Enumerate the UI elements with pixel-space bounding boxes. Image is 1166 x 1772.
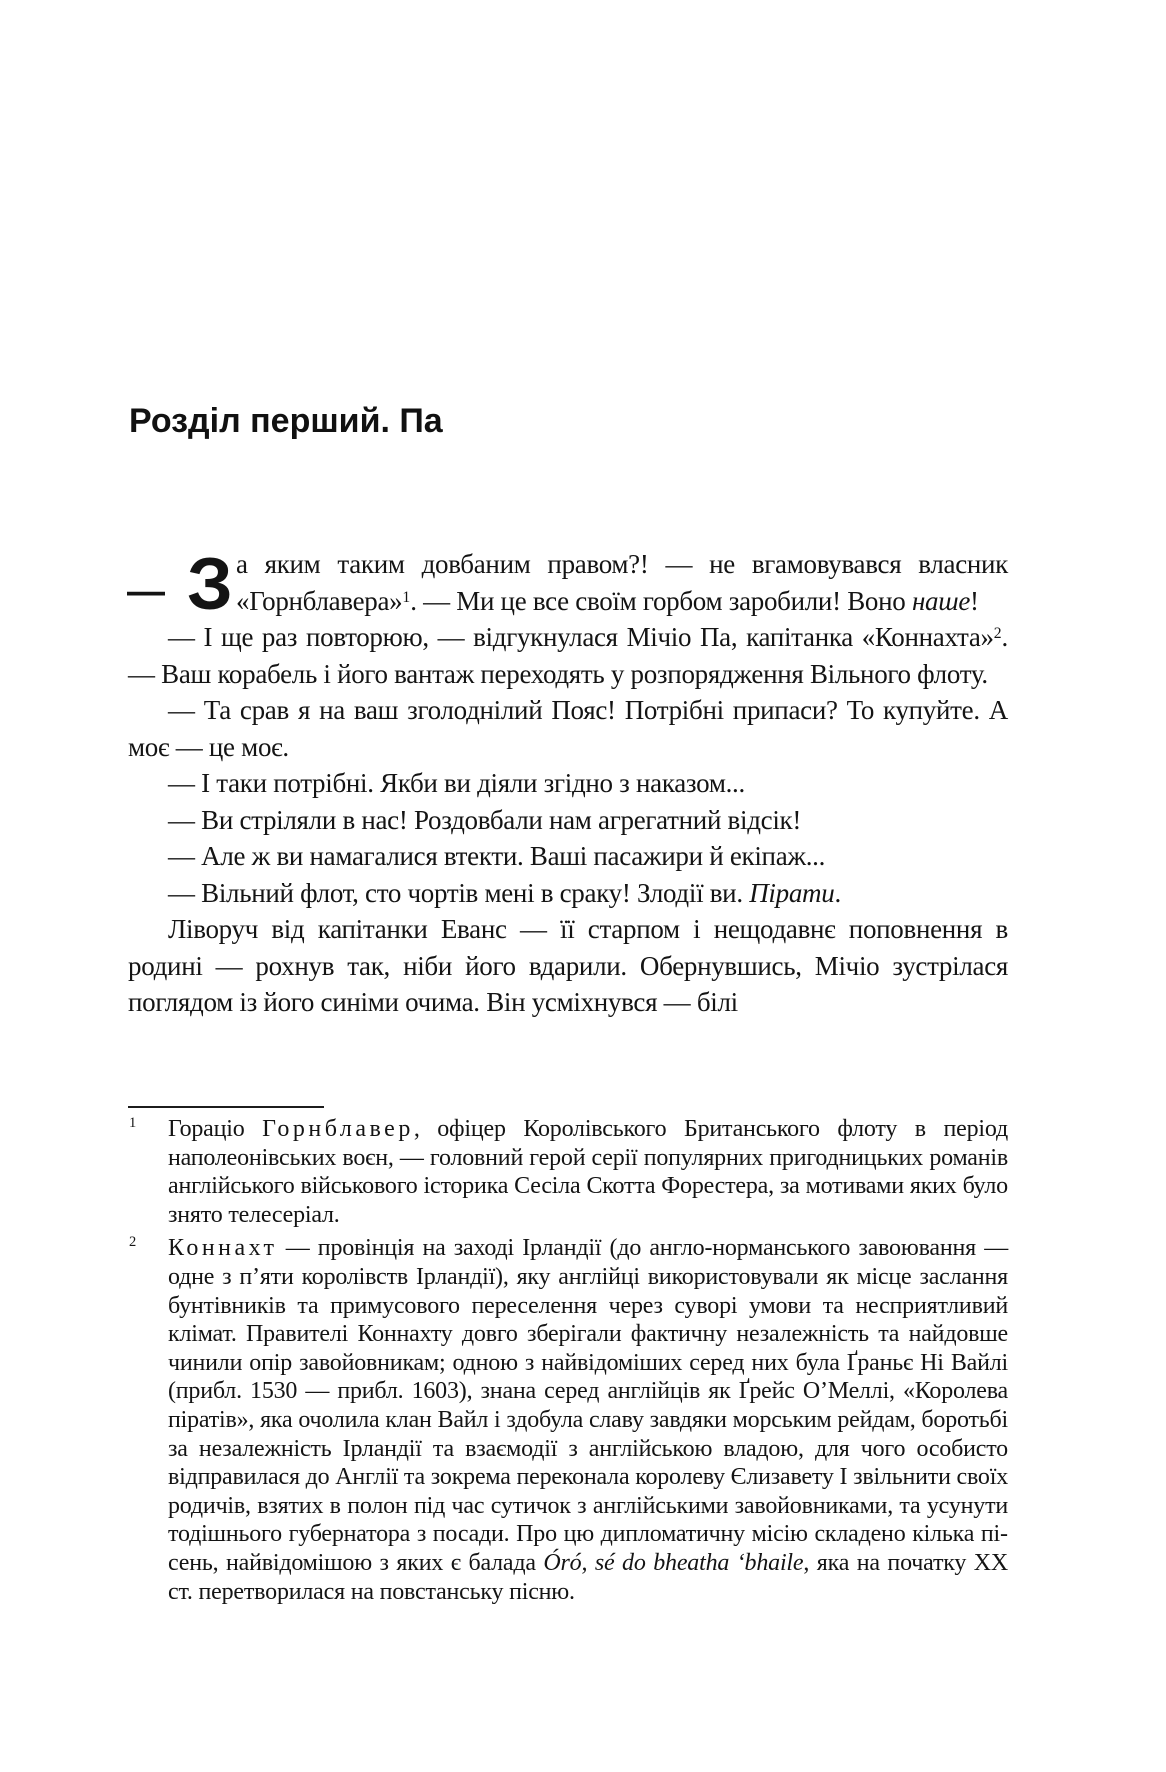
text-segment: . — Ми це все своїм горбом заробили! Воно bbox=[410, 585, 912, 616]
footnote bbox=[128, 1115, 1008, 1229]
text-segment: ! bbox=[970, 585, 979, 616]
paragraph bbox=[128, 911, 1008, 1021]
italic-text: наше bbox=[911, 585, 970, 616]
footnote-ref: 1 bbox=[402, 588, 411, 606]
paragraph bbox=[128, 692, 1008, 765]
text-segment: Гораціо bbox=[168, 1116, 263, 1142]
text-segment: — Ви стріляли в нас! Роздовбали нам агрегатний відсік! bbox=[168, 804, 802, 835]
text-segment: — Вільний флот, сто чортів мені в сраку! Злодії ви. bbox=[168, 877, 750, 908]
text-segment: — І ще раз повторюю, — відгукнулася Мічіо Па, капітанка «Коннахта» bbox=[168, 622, 994, 652]
body-text bbox=[128, 546, 1008, 1021]
paragraph bbox=[128, 765, 1008, 802]
italic-text: Óró, sé do bheatha ‘bhaile bbox=[543, 1549, 804, 1576]
text-segment: — Але ж ви намагалися втекти. Ваші пасажири й екіпаж... bbox=[168, 841, 826, 871]
letterspaced-text: Коннахт bbox=[168, 1235, 278, 1262]
italic-text: Пірати bbox=[749, 877, 835, 908]
footnotes bbox=[128, 1115, 1008, 1606]
chapter-title: Розділ перший. Па bbox=[129, 402, 443, 440]
text-segment: — провінція на заході Ірландії (до англо-норманського завоювання — одне з п’яти королівств Ірландії), яку англійці використовували як місце заслання бунтівників та примусового переселення через суворі умови та несприятливий клімат. Правителі Коннахту довго зберігали фактичну незалежність та найдовше чинили опір завойовникам; одною з найвідоміших серед них була Ґраньє Ні Вайлі (прибл. 1530 — прибл. 1603), знана серед англійців як Ґрейс О’Меллі, «Королева піратів», яка очолила клан Вайл і здобула славу завдяки морським рейдам, боротьбі за незалежність Ірландії та взаємодії з англійською владою, для чого особисто відправилася до Англії та зокрема переконала королеву Єлизавету I звільнити своїх родичів, взятих в полон під час сутичок з англійськими завойовниками, та усунути тодішнього губернатора з посади. Про цю дипломатичну місію складено кілька пісень, найвідомішою з яких є балада bbox=[168, 1235, 1008, 1576]
text-segment: — Та срав я на ваш зголоднілий Пояс! Потрібні припаси? То купуйте. А моє — це моє. bbox=[128, 695, 1008, 762]
paragraph bbox=[128, 802, 1008, 839]
text-segment: . bbox=[834, 877, 841, 908]
text-segment: Ліворуч від капітанки Еванс — її старпом і нещодавнє поповнення в родині — рохнув так, ніби його вдарили. Обернувшись, Мічіо зустрілася поглядом із його синіми очима. Він усміхнувся — білі bbox=[128, 914, 1008, 1017]
footnote-ref: 2 bbox=[993, 625, 1002, 643]
text-segment: — І таки потрібні. Якби ви діяли згідно з наказом... bbox=[168, 768, 745, 798]
text-segment: а яким таким довбаним правом?! — не вгамовувався власник «Горнблавера» bbox=[236, 549, 1008, 616]
letterspaced-text: Горнблавер bbox=[262, 1116, 414, 1142]
text-segment: , яка на початку XX ст. перетворилася на повстанську пісню. bbox=[168, 1549, 1009, 1605]
paragraph bbox=[128, 619, 1008, 692]
footnote-separator bbox=[128, 1106, 324, 1108]
opening-paragraph bbox=[127, 544, 1008, 625]
footnote-marker: 1 bbox=[129, 1115, 137, 1131]
text-segment: , офіцер Королівського Британського флоту в період наполеонівських воєн, — головний герой серії популярних пригодницьких романів англійського військового історика Сесіла Скотта Форестера, за мотивами яких було знято телесеріал. bbox=[168, 1116, 1008, 1228]
footnote-marker: 2 bbox=[129, 1234, 137, 1251]
text-segment: . — Ваш корабель і його вантаж переходять у розпорядження Вільного флоту. bbox=[128, 622, 1008, 689]
opening-dash: — bbox=[127, 571, 165, 613]
paragraph bbox=[128, 875, 1008, 912]
drop-cap: З bbox=[187, 544, 233, 625]
paragraph bbox=[128, 838, 1008, 875]
footnote bbox=[128, 1234, 1008, 1606]
